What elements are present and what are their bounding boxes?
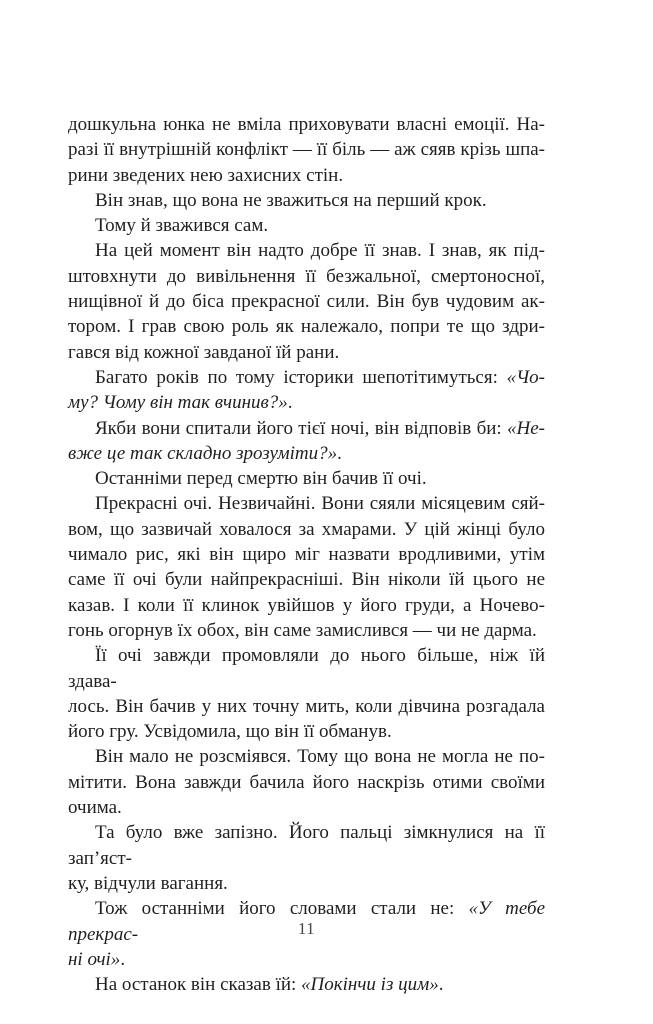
text-segment: Багато років по тому історики шепотітимуться:: [95, 366, 507, 388]
text-line: [68, 289, 545, 314]
text-segment-italic: «Чо-: [506, 366, 545, 388]
text-segment-italic: «Покінчи із цим»: [301, 974, 439, 996]
paragraph: [68, 466, 545, 491]
text-line: [68, 795, 545, 820]
text-segment: На останок він сказав їй:: [95, 974, 302, 996]
text-line: [68, 238, 545, 263]
text-segment: Він знав, що вона не зважиться на перший крок.: [95, 189, 487, 211]
text-segment-italic: му? Чому він так вчинив?»: [68, 392, 288, 414]
text-segment: саме її очі були найпрекрасніші. Він ніколи їй цього не: [68, 569, 545, 591]
text-segment: тором. І грав свою роль як належало, попри те що здри-: [68, 316, 545, 338]
paragraph: [68, 643, 545, 744]
text-line: [68, 188, 545, 213]
text-line: [68, 390, 545, 415]
paragraph: [68, 416, 545, 467]
text-segment: Її очі завжди промовляли до нього більше, ніж їй здава-: [68, 645, 545, 692]
text-line: [68, 416, 545, 441]
text-line: [68, 643, 545, 694]
paragraph: [68, 188, 545, 213]
text-line: [68, 112, 545, 137]
text-segment: На цей момент він надто добре її знав. І знав, як під-: [95, 240, 545, 262]
text-line: [68, 567, 545, 592]
text-column: [68, 112, 545, 997]
text-segment: рини зведених нею захисних стін.: [68, 164, 344, 186]
text-segment: Якби вони спитали його тієї ночі, він відповів би:: [95, 417, 508, 439]
text-line: [68, 972, 545, 997]
text-line: [68, 820, 545, 871]
text-line: [68, 542, 545, 567]
text-line: [68, 213, 545, 238]
text-line: [68, 491, 545, 516]
text-segment: .: [120, 948, 126, 970]
text-line: [68, 137, 545, 162]
page-number: 11: [297, 919, 316, 938]
text-segment: очима.: [68, 797, 122, 819]
text-line: [68, 593, 545, 618]
text-segment: Прекрасні очі. Незвичайні. Вони сяяли місяцевим сяй-: [95, 493, 545, 515]
text-segment: дошкульна юнка не вміла приховувати власні емоції. На-: [68, 114, 545, 135]
paragraph: [68, 820, 545, 896]
text-line: [68, 340, 545, 365]
text-segment: штовхнути до вивільнення її безжальної, смертоносної,: [68, 265, 545, 287]
text-segment: разі її внутрішній конфлікт — її біль — аж сяяв крізь шпа-: [68, 139, 545, 161]
paragraph: [68, 365, 545, 416]
paragraph: [68, 972, 545, 997]
text-segment-italic: вже це так складно зрозуміти?»: [68, 442, 338, 464]
text-segment: нищівної й до біса прекрасної сили. Він був чудовим ак-: [68, 291, 545, 313]
text-line: [68, 517, 545, 542]
text-line: [68, 694, 545, 719]
text-line: [68, 947, 545, 972]
text-segment: казав. І коли її клинок увійшов у його груди, а Ночево-: [68, 594, 545, 616]
text-segment: гався від кожної завданої їй рани.: [68, 341, 340, 363]
text-segment: його гру. Усвідомила, що він її обманув.: [68, 721, 392, 743]
text-segment-italic: «У тебе прекрас-: [68, 898, 546, 945]
text-segment: вом, що зазвичай ховалося за хмарами. У цій жінці було: [68, 518, 545, 540]
text-segment: .: [287, 392, 293, 414]
text-segment: .: [438, 974, 444, 996]
text-line: [68, 618, 545, 643]
text-line: [68, 314, 545, 339]
text-segment: Та було вже запізно. Його пальці зімкнулися на її зап’яст-: [68, 822, 545, 869]
text-line: [68, 770, 545, 795]
paragraph: [68, 238, 545, 364]
text-line: [68, 719, 545, 744]
text-segment-italic: «Не-: [507, 417, 545, 439]
text-segment: Він мало не розсміявся. Тому що вона не могла не по-: [95, 746, 545, 768]
text-segment: Останніми перед смертю він бачив її очі.: [95, 468, 427, 490]
text-line: [68, 264, 545, 289]
paragraph: [68, 112, 545, 188]
text-segment: .: [337, 442, 342, 464]
text-line: [68, 744, 545, 769]
text-line: [68, 441, 545, 466]
text-segment: мітити. Вона завжди бачила його наскрізь отими своїми: [68, 771, 545, 793]
paragraph: [68, 213, 545, 238]
text-segment: ку, відчули вагання.: [68, 872, 228, 894]
text-segment-italic: ні очі»: [68, 948, 121, 970]
text-line: [68, 871, 545, 896]
text-segment: гонь огорнув їх обох, він саме замислився — чи не дарма.: [68, 619, 537, 641]
text-segment: Тож останніми його словами стали не:: [95, 898, 469, 920]
text-segment: лось. Він бачив у них точну мить, коли дівчина розгадала: [68, 695, 545, 717]
text-line: [68, 163, 545, 188]
text-line: [68, 365, 545, 390]
paragraph: [68, 491, 545, 643]
text-line: [68, 466, 545, 491]
paragraph: [68, 744, 545, 820]
text-segment: Тому й зважився сам.: [95, 215, 269, 237]
text-segment: чимало рис, які він щиро міг назвати вродливими, утім: [68, 544, 545, 566]
